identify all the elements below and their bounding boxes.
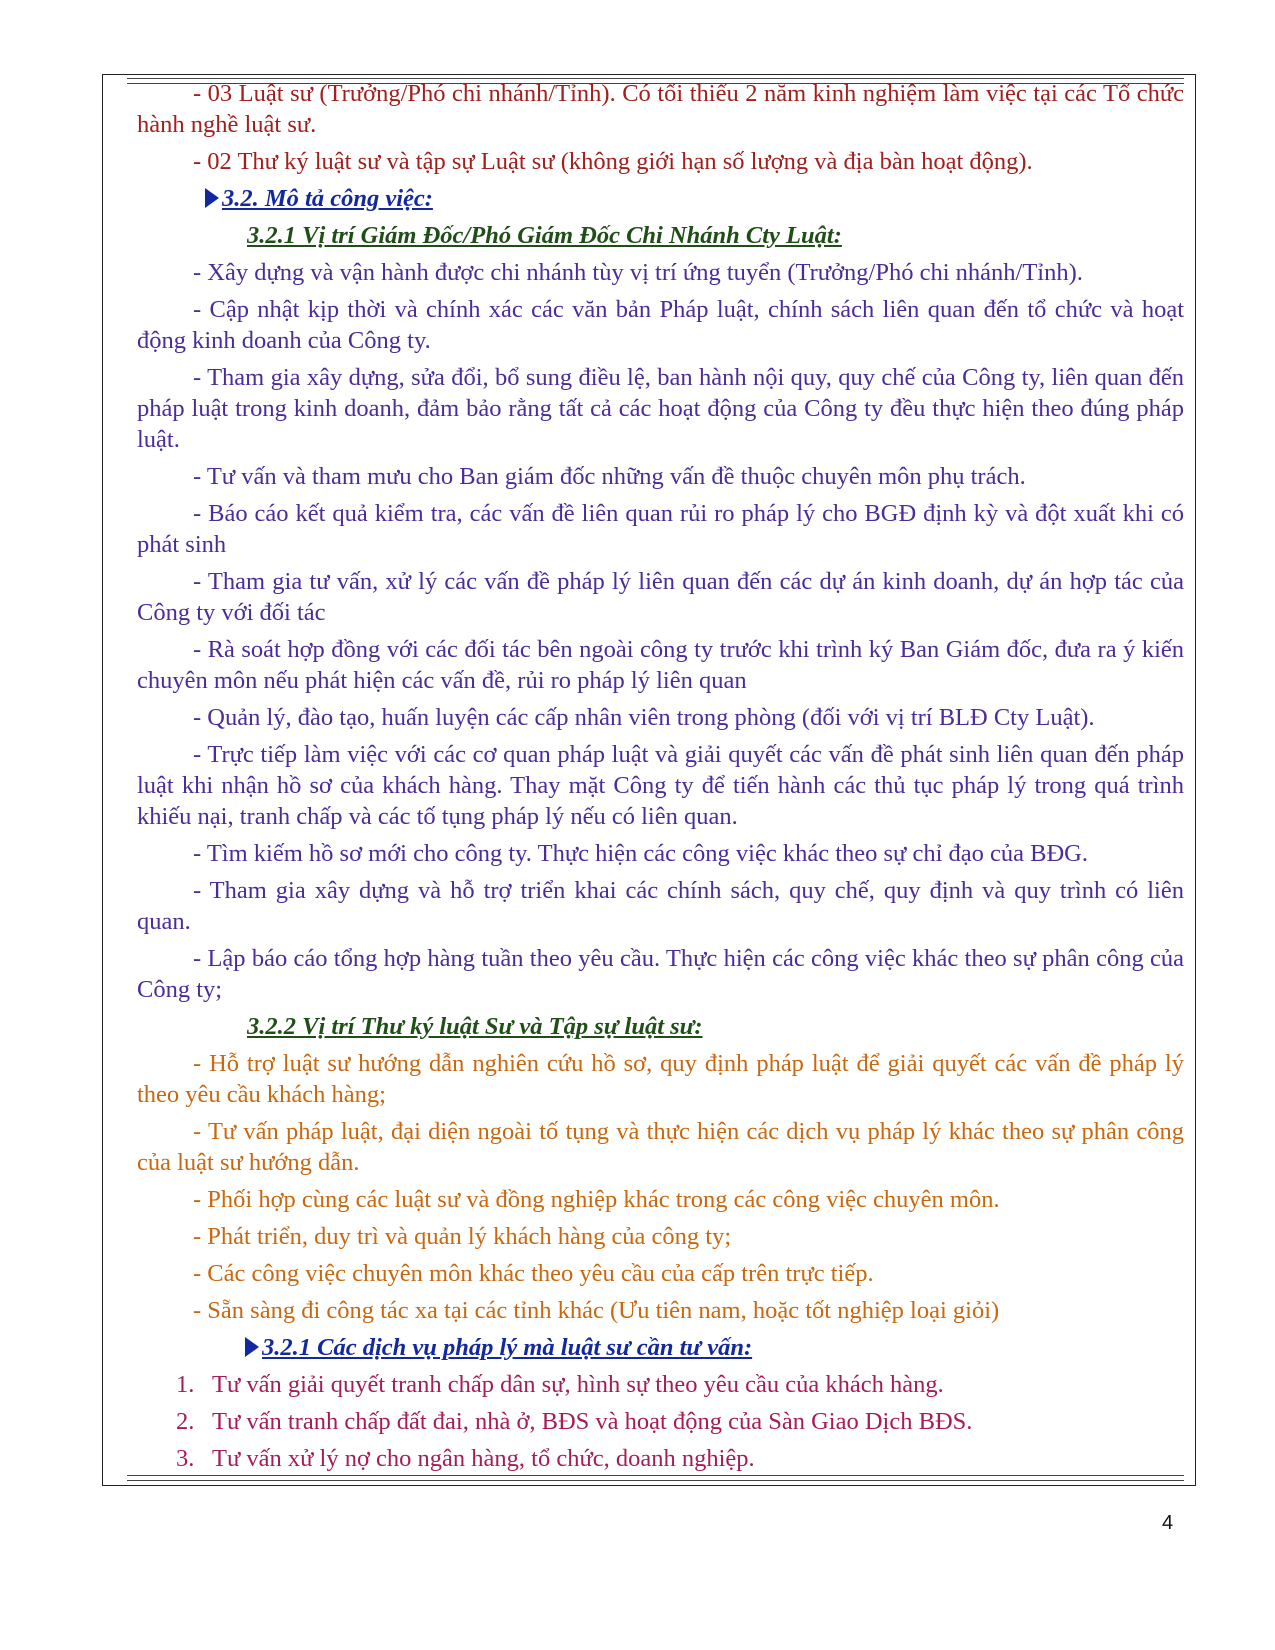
secretary-duty: - Phối hợp cùng các luật sư và đồng nghiệp khác trong các công việc chuyên môn. xyxy=(193,1186,1000,1213)
director-duty: - Cập nhật kịp thời và chính xác các văn bản Pháp luật, chính sách liên quan đến tổ chức và hoạt động kinh doanh của Công ty. xyxy=(137,296,1184,354)
director-duty: - Tư vấn và tham mưu cho Ban giám đốc những vấn đề thuộc chuyên môn phụ trách. xyxy=(193,463,1026,490)
subsection-heading-director: 3.2.1 Vị trí Giám Đốc/Phó Giám Đốc Chi Nhánh Cty Luật: xyxy=(247,222,842,249)
arrow-bullet-icon xyxy=(245,1337,259,1357)
secretary-duty: - Tư vấn pháp luật, đại diện ngoài tố tụng và thực hiện các dịch vụ pháp lý khác theo sự phân công của luật sư hướng dẫn. xyxy=(137,1118,1184,1176)
document-body xyxy=(137,78,1184,1480)
secretary-duty: - Phát triển, duy trì và quản lý khách hàng của công ty; xyxy=(193,1223,732,1250)
bottom-rule xyxy=(127,1480,1184,1481)
staff-line-secretaries: - 02 Thư ký luật sư và tập sự Luật sư (không giới hạn số lượng và địa bàn hoạt động). xyxy=(193,148,1033,175)
director-duty: - Tham gia tư vấn, xử lý các vấn đề pháp lý liên quan đến các dự án kinh doanh, dự án hợp tác của Công ty với đối tác xyxy=(137,568,1184,626)
director-duty: - Tham gia xây dựng, sửa đổi, bổ sung điều lệ, ban hành nội quy, quy chế của Công ty, liên quan đến pháp luật trong kinh doanh, đảm bảo rằng tất cả các hoạt động của Công ty đều thực hiện theo đúng pháp luật. xyxy=(137,364,1184,453)
subsection-heading-secretary: 3.2.2 Vị trí Thư ký luật Sư và Tập sự luật sư: xyxy=(247,1013,703,1040)
director-duty: - Xây dựng và vận hành được chi nhánh tùy vị trí ứng tuyển (Trưởng/Phó chi nhánh/Tỉnh). xyxy=(193,259,1083,286)
page-number: 4 xyxy=(1162,1512,1174,1534)
secretary-duty: - Hỗ trợ luật sư hướng dẫn nghiên cứu hồ sơ, quy định pháp luật để giải quyết các vấn đề pháp lý theo yêu cầu khách hàng; xyxy=(137,1050,1184,1108)
director-duty: - Báo cáo kết quả kiểm tra, các vấn đề liên quan rủi ro pháp lý cho BGĐ định kỳ và đột xuất khi có phát sinh xyxy=(137,500,1184,558)
section-heading-job-description: 3.2. Mô tả công việc: xyxy=(205,183,1184,214)
director-duty: - Lập báo cáo tổng hợp hàng tuần theo yêu cầu. Thực hiện các công việc khác theo sự phân công của Công ty; xyxy=(137,945,1184,1003)
director-duty: - Tham gia xây dựng và hỗ trợ triển khai các chính sách, quy chế, quy định và quy trình có liên quan. xyxy=(137,877,1184,935)
legal-services-list xyxy=(137,1369,1184,1474)
director-duty: - Tìm kiếm hồ sơ mới cho công ty. Thực hiện các công việc khác theo sự chỉ đạo của BĐG. xyxy=(193,840,1088,867)
section-heading-legal-services: 3.2.1 Các dịch vụ pháp lý mà luật sư cần tư vấn: xyxy=(245,1332,1184,1363)
arrow-bullet-icon xyxy=(205,188,219,208)
staff-line-lawyers: - 03 Luật sư (Trưởng/Phó chi nhánh/Tỉnh). Có tối thiểu 2 năm kinh nghiệm làm việc tại các Tổ chức hành nghề luật sư. xyxy=(137,80,1184,138)
director-duty: - Trực tiếp làm việc với các cơ quan pháp luật và giải quyết các vấn đề phát sinh liên quan đến pháp luật khi nhận hồ sơ của khách hàng. Thay mặt Công ty để tiến hành các thủ tục pháp lý trong quá trình khiếu nại, tranh chấp và các tố tụng pháp lý nếu có liên quan. xyxy=(137,741,1184,830)
secretary-duty: - Sẵn sàng đi công tác xa tại các tỉnh khác (Ưu tiên nam, hoặc tốt nghiệp loại giỏi) xyxy=(193,1297,1000,1324)
list-item: 2. Tư vấn tranh chấp đất đai, nhà ở, BĐS và hoạt động của Sàn Giao Dịch BĐS. xyxy=(176,1408,973,1435)
director-duty: - Quản lý, đào tạo, huấn luyện các cấp nhân viên trong phòng (đối với vị trí BLĐ Cty Luật). xyxy=(193,704,1095,731)
secretary-duty: - Các công việc chuyên môn khác theo yêu cầu của cấp trên trực tiếp. xyxy=(193,1260,874,1287)
list-item: 3. Tư vấn xử lý nợ cho ngân hàng, tổ chức, doanh nghiệp. xyxy=(176,1445,755,1472)
list-item: 1. Tư vấn giải quyết tranh chấp dân sự, hình sự theo yêu cầu của khách hàng. xyxy=(176,1371,944,1398)
director-duty: - Rà soát hợp đồng với các đối tác bên ngoài công ty trước khi trình ký Ban Giám đốc, đưa ra ý kiến chuyên môn nếu phát hiện các vấn đề, rủi ro pháp lý liên quan xyxy=(137,636,1184,694)
